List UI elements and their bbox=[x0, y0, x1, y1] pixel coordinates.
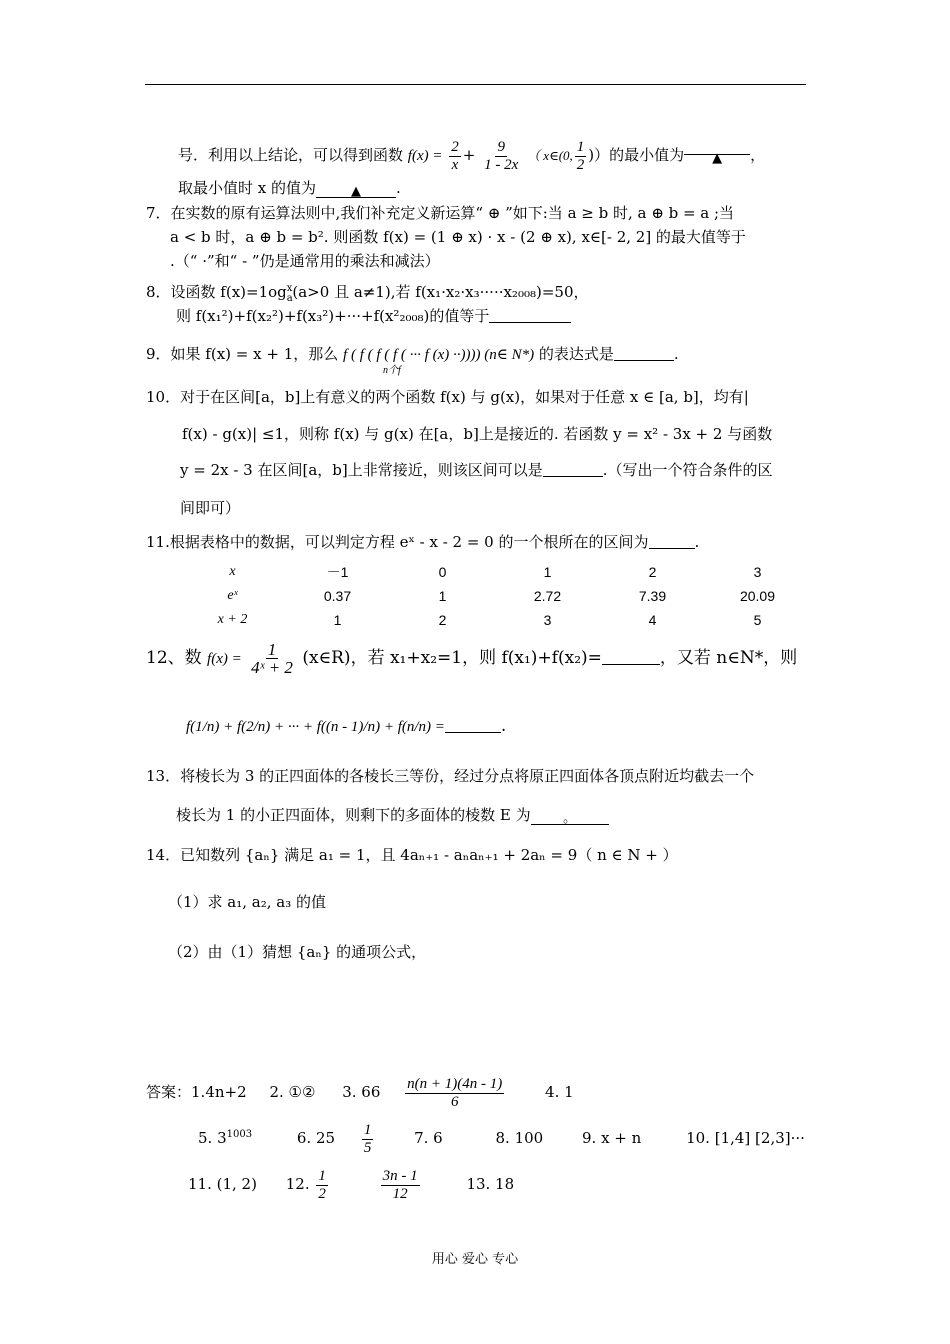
table-row: x + 2 1 2 3 4 5 bbox=[217, 612, 762, 628]
problem-6-line-2: 取最小值时 x 的值为 ▲ . bbox=[178, 179, 401, 199]
data-table bbox=[180, 560, 810, 632]
answers-line-2: 5. $3^{1003}$ 6. 25 $\frac{1}{5}$ 7. 6 8. 100 9. x + n 10. [1,4] [2,3]··· bbox=[198, 1121, 805, 1156]
answers-label: 答案： bbox=[146, 1083, 192, 1101]
problem-14-question-1: （1）求 a₁, a₂, a₃ 的值 bbox=[168, 893, 327, 911]
p6-text: 号．利用以上结论，可以得到函数 bbox=[178, 146, 404, 164]
problem-13-line-1: 13．将棱长为 3 的正四面体的各棱长三等份，经过分点将原正四面体各顶点附近均截去一个 bbox=[146, 767, 755, 785]
answer-blank bbox=[445, 717, 501, 733]
answer-12-fraction: $\frac{1}{2}$ bbox=[318, 1167, 326, 1202]
answers-line-3: 11. (1, 2) 12. $\frac{1}{2}$ $\frac{3n - 1}{12}$ 13. 18 bbox=[188, 1167, 515, 1202]
p6-function: f(x) = bbox=[407, 148, 443, 164]
answer-3-fraction: $\frac{n(n + 1)(4n - 1)}{6}$ bbox=[407, 1075, 503, 1110]
answer-blank bbox=[543, 461, 603, 477]
p6-fraction-2: $\frac{9}{1 - 2x}$ bbox=[484, 138, 519, 173]
p6-fraction-1: $\frac{2}{x}$ bbox=[451, 138, 459, 173]
problem-10-line-1: 10．对于在区间[a，b]上有意义的两个函数 f(x) 与 g(x)，如果对于任意 x ∈ [a, b]，均有| bbox=[146, 388, 749, 406]
table-row: x －1 0 1 2 3 bbox=[229, 564, 762, 580]
problem-14: 14．已知数列 {aₙ} 满足 a₁ = 1，且 4aₙ₊₁ - aₙaₙ₊₁ + 2aₙ = 9（ n ∈ N + ） bbox=[146, 846, 678, 864]
problem-12-line-1: 12、数 f(x) = $\frac{1}{\text{4ˣ + 2}}$ (x∈R)，若 x₁+x₂=1，则 f(x₁)+f(x₂)= ，又若 n∈N*，则 bbox=[146, 640, 798, 677]
page-footer: 用心 爱心 专心 bbox=[431, 1252, 519, 1267]
problem-12-line-2: f(1/n) + f(2/n) + ··· + f((n - 1)/n) + f(n/n) = . bbox=[186, 716, 507, 736]
answer-6-fraction: $\frac{1}{5}$ bbox=[363, 1121, 372, 1156]
answers-line-1: 答案：1.4n+2 2. ①② 3. 66 $\frac{n(n + 1)(4n - 1)}{6}$ 4. 1 bbox=[146, 1075, 574, 1110]
answer-blank: ▲ bbox=[316, 182, 396, 198]
p6-domain: （ x∈(0, bbox=[527, 148, 573, 163]
answer-blank bbox=[602, 649, 660, 665]
problem-8-line-1: 8．设函数 $f(x)=1og_a^x(a>0$ 且 a≠1),若 f(x₁·x₂·x₃·····x₂₀₀₈)=50， bbox=[146, 283, 589, 304]
p9-nested-expr: f ( f ( f ( f ( ··· f (x) ··)))) (n∈ N*) n个f bbox=[343, 347, 535, 376]
p6-half: $\frac{1}{2}$ bbox=[576, 138, 585, 173]
problem-7-line-2: a < b 时，a ⊕ b = b². 则函数 f(x) = (1 ⊕ x) · x - (2 ⊕ x), x∈[- 2, 2] 的最大值等于 bbox=[170, 228, 746, 246]
table-row: eˣ 0.37 1 2.72 7.39 20.09 bbox=[227, 588, 776, 604]
p12-fraction: $\frac{1}{\text{4ˣ + 2}}$ bbox=[251, 640, 293, 677]
problem-10-line-2: f(x) - g(x)| ≤1，则称 f(x) 与 g(x) 在[a，b]上是接近的. 若函数 y = x² - 3x + 2 与函数 bbox=[182, 425, 773, 443]
answer-blank: 。 bbox=[531, 809, 609, 825]
problem-10-line-3: y = 2x - 3 在区间[a，b]上非常接近，则该区间可以是 .（写出一个符合条件的区 bbox=[180, 461, 773, 479]
problem-6-line-1: 号．利用以上结论，可以得到函数 f(x) = $\frac{2}{x}$ + $\frac{9}{1 - 2x}$ （ x∈(0, $\frac{1}{2}$ )）的最小值为 ▲ ， bbox=[178, 138, 766, 173]
problem-10-line-4: 间即可） bbox=[180, 499, 241, 517]
problem-7-line-3: .（“ ·”和“ - ”仍是通常用的乘法和减法） bbox=[170, 252, 440, 270]
answer-blank: ▲ bbox=[684, 139, 750, 155]
problem-9: 9．如果 f(x) = x + 1，那么 f ( f ( f ( f ( ··· f (x) ··)))) (n∈ N*) n个f 的表达式是 . bbox=[146, 345, 679, 376]
problem-8-line-2: 则 f(x₁²)+f(x₂²)+f(x₃²)+···+f(x²₂₀₀₈)的值等于 bbox=[176, 306, 571, 326]
answer-blank bbox=[489, 307, 571, 323]
answer-blank bbox=[614, 345, 674, 361]
problem-13-line-2: 棱长为 1 的小正四面体，则剩下的多面体的棱数 E 为 。 bbox=[176, 805, 609, 825]
problem-11: 11.根据表格中的数据，可以判定方程 eˣ - x - 2 = 0 的一个根所在的区间为 . bbox=[146, 533, 700, 551]
problem-14-question-2: （2）由（1）猜想 {aₙ} 的通项公式， bbox=[168, 943, 427, 961]
header-rule bbox=[145, 84, 806, 85]
problem-7-line-1: 7．在实数的原有运算法则中,我们补充定义新运算“ ⊕ ”如下:当 a ≥ b 时, a ⊕ b = a ;当 bbox=[146, 204, 735, 222]
answer-12b-fraction: $\frac{3n - 1}{12}$ bbox=[382, 1167, 418, 1202]
answer-blank bbox=[649, 533, 695, 549]
